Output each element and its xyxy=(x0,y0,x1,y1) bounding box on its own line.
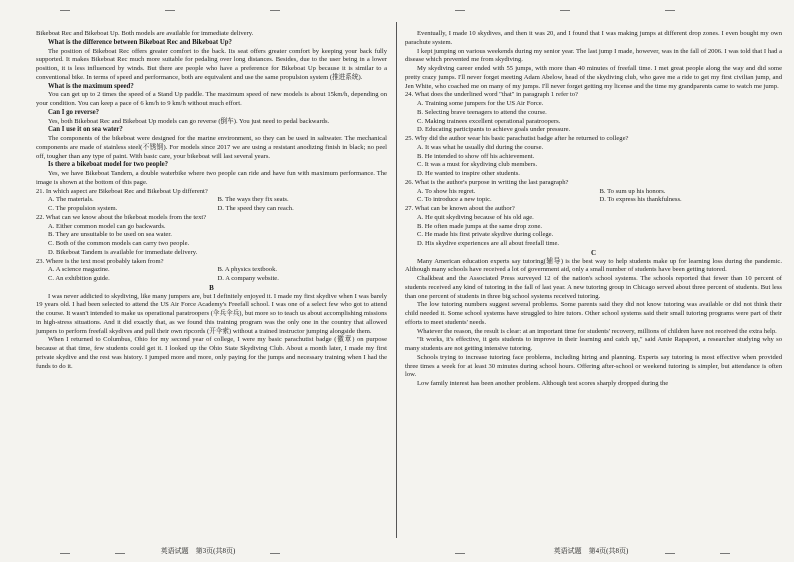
trim-mark xyxy=(60,10,70,11)
option: B. They are unsuitable to be used on sea water. xyxy=(48,231,172,239)
paragraph: Yes, we have Bikeboat Tandem, a double waterbike where two people can ride and have fun with maximum performance. The image is shown at the bottom of this page. xyxy=(36,170,387,186)
top-trim-marks xyxy=(0,10,794,11)
paragraph: "It works, it's effective, it gets students to improve in their learning and catch up," said Amie Rapaport, a researcher studying why so many students are not getting intensive tutoring. xyxy=(405,336,782,352)
option: D. His skydive experiences are all about freefall time. xyxy=(417,240,560,247)
paragraph: You can get up to 2 times the speed of a Stand Up paddle. The maximum speed of new models is about 15km/h, depending on your condition. You can keep a pace of 6 km/h to 9 km/h without much effort. xyxy=(36,91,387,107)
option: A. It was what he usually did during the course. xyxy=(417,143,544,151)
option: C. An exhibition guide. xyxy=(48,275,110,282)
option: A. A science magazine. xyxy=(48,266,110,274)
option: C. It was a must for skydiving club members. xyxy=(417,161,538,169)
question-heading: Can I go reverse? xyxy=(48,108,100,116)
option: B. A physics textbook. xyxy=(217,266,278,274)
option: D. A company website. xyxy=(217,275,279,282)
paragraph: I kept jumping on various weekends during my senior year. The last jump I made, however, was in the fall of 2006. I was told that I had a disease which prevented me from skydiving. xyxy=(405,47,782,64)
trim-mark xyxy=(270,553,280,554)
option: D. Educating participants to achieve goals under pressure. xyxy=(417,126,571,134)
paragraph: My skydiving career ended with 55 jumps, with more than 40 minutes of freefall time. I met great people along the way and did some pretty crazy jumps. I'll never forget meeting Adam Abelow, head of the skydiving club, who gave me a ride to get my first civilian jump, and Jen White, who coached me on many of my jumps. I'll never forget getting my license and the time my grandparents came to watch me jump. xyxy=(405,65,782,90)
option: B. He often made jumps at the same drop zone. xyxy=(417,222,543,230)
paragraph: Low family interest has been another problem. Although test scores sharply dropped during the xyxy=(417,380,669,387)
options-24 xyxy=(405,100,782,135)
question-27: 27. What can be known about the author? xyxy=(405,205,515,212)
option: B. The ways they fix seats. xyxy=(217,196,289,204)
trim-mark xyxy=(455,10,465,11)
paragraph: The position of Bikeboat Rec offers greater comfort to the back. Its seat offers greater comfort by keeping your back fully supported. It makes Bikeboat Rec much more suitable for pedaling over long distances. Besides, due to the user being in a lower position, it is less influenced by winds. But there are people who have a preference for Bikeboat Up because it is similar to a conventional bike. In terms of speed and performance, both are equivalent and use the same propulsion system (推进系统). xyxy=(36,47,387,81)
option: C. Making trainees excellent operational paratroopers. xyxy=(417,117,561,125)
question-23: 23. Where is the text most probably taken from? xyxy=(36,257,164,265)
paragraph: I was never addicted to skydiving, like many jumpers are, but I definitely enjoyed it. I made my first skydive when I was barely 19 years old. I had been selected to attend the US Air Force Academy's Freefall school. I was one of a select few who got to attend the course. It wasn't intended to make us operational paratroopers (伞兵伞兵), but more so to teach us about accomplishing missions in high-stress situations. And it did exactly that, as we found this training program was the only one in the country that allowed jumpers to perform freefall skydives and pull their own ripcords (开伞索) without a trained instructor jumping alongside them. xyxy=(36,292,387,335)
trim-mark xyxy=(60,553,70,554)
option: D. The speed they can reach. xyxy=(217,205,294,212)
option: A. To show his regret. xyxy=(417,187,476,195)
question-22: 22. What can we know about the bikeboat models from the text? xyxy=(36,213,207,221)
question-heading: Can I use it on sea water? xyxy=(48,126,123,134)
paragraph: The low tutoring numbers suggest several problems. Some parents said they did not know tutoring was available or did not think their child needed it. Some school systems have struggled to hire tutors. Other school systems said their small tutoring programs were part of their efforts to meet students' needs. xyxy=(405,301,782,326)
question-24: 24. What does the underlined word "that" in paragraph 1 refer to? xyxy=(405,91,578,99)
options-27 xyxy=(405,214,782,249)
trim-mark xyxy=(665,10,675,11)
page-4 xyxy=(397,0,792,562)
option: B. Selecting brave teenagers to attend the course. xyxy=(417,108,547,116)
trim-mark xyxy=(165,10,175,11)
paragraph: Chalkbeat and the Associated Press surveyed 12 of the nation's school systems. The schools reported that fewer than 10 percent of students received any kind of tutoring in the fall of last year. A new tutoring group in Chicago served about three percent of students. But less than one percent of students in three big school systems received tutoring. xyxy=(405,275,782,300)
options-25 xyxy=(405,144,782,179)
left-column xyxy=(36,30,387,371)
options-23 xyxy=(36,266,387,284)
paragraph: Whatever the reason, the result is clear: at an important time for students' recovery, millions of children have not received the extra help. xyxy=(417,327,777,335)
option: A. The materials. xyxy=(48,196,94,204)
question-heading: What is the maximum speed? xyxy=(48,82,134,90)
option: A. He quit skydiving because of his old age. xyxy=(417,213,534,221)
page-footer-4: 英语试题 第4页(共8页) xyxy=(553,547,629,555)
option: D. He wanted to inspire other students. xyxy=(417,170,520,177)
page-3 xyxy=(0,0,395,562)
options-21 xyxy=(36,196,387,214)
trim-mark xyxy=(455,553,465,554)
question-heading: What is the difference between Bikeboat Rec and Bikeboat Up? xyxy=(48,38,232,46)
question-25: 25. Why did the author wear his basic parachutist badge after he returned to college? xyxy=(405,135,629,142)
option: D. Bikeboat Tandem is available for immediate delivery. xyxy=(48,248,198,256)
option: C. The propulsion system. xyxy=(48,205,118,212)
trim-mark xyxy=(115,553,125,554)
paragraph: When I returned to Columbus, Ohio for my second year of college, I were my basic parachutist badge (徽章) on purpose because at that time, few students could get it. I looked up the Ohio State Skydiving Club. About a month later, I made my first private skydive and the rest was history. I jumped more and more, only paying for the jumps and necessary training when I had the funds to do it. xyxy=(36,336,387,370)
option: C. To introduce a new topic. xyxy=(417,196,492,204)
question-26: 26. What is the author's purpose in writing the last paragraph? xyxy=(405,178,569,186)
option: A. Training some jumpers for the US Air Force. xyxy=(417,100,544,107)
option: C. Both of the common models can carry two people. xyxy=(48,240,190,247)
option: B. He intended to show off his achievement. xyxy=(417,152,535,160)
section-label: C xyxy=(590,248,597,257)
option: C. He made his first private skydive during college. xyxy=(417,231,554,239)
page-footer-3: 英语试题 第3页(共8页) xyxy=(160,547,236,555)
paragraph: The components of the bikeboat were designed for the marine environment, so they can be used in saltwater. The mechanical components are made of stainless steel(不锈钢). For models since 2017 we are using a resistant anodizing finish in black; no peel off, tougher than any type of paint. With basic care, your bikeboat will last several years. xyxy=(36,135,387,160)
options-22 xyxy=(36,223,387,258)
option: A. Either common model can go backwards. xyxy=(48,222,166,230)
trim-mark xyxy=(720,553,730,554)
option: B. To sum up his honors. xyxy=(599,187,666,195)
trim-mark xyxy=(560,10,570,11)
trim-mark xyxy=(270,10,280,11)
options-26 xyxy=(405,188,782,206)
paragraph: Schools trying to increase tutoring face problems, including hiring and planning. Experts say tutoring is most effective when provided three times a week for at least 30 minutes during school hours. Offering after-school or weekend tutoring is simpler, but attendance is often low. xyxy=(405,353,782,379)
option: D. To express his thankfulness. xyxy=(599,196,682,204)
question-21: 21. In which aspect are Bikeboat Rec and Bikeboat Up different? xyxy=(36,187,208,195)
section-label: B xyxy=(209,283,214,292)
paragraph: Bikeboat Rec and Bikeboat Up. Both models are available for immediate delivery. xyxy=(36,30,254,37)
trim-mark xyxy=(665,553,675,554)
paragraph: Eventually, I made 10 skydives, and then it was 20, and I found that I was making jumps at different drop zones. I even bought my own parachute system. xyxy=(405,30,782,46)
question-heading: Is there a bikeboat model for two people? xyxy=(48,161,169,169)
paragraph: Many American education experts say tutoring(辅导) is the best way to help students make up for learning loss during the pandemic. Although many schools have received a lot of government aid, only a small number of students have been getting tutored. xyxy=(405,257,782,274)
paragraph: Yes, both Bikeboat Rec and Bikeboat Up models can go reverse (倒车). You just need to pedal backwards. xyxy=(48,117,330,125)
right-column xyxy=(405,30,782,389)
